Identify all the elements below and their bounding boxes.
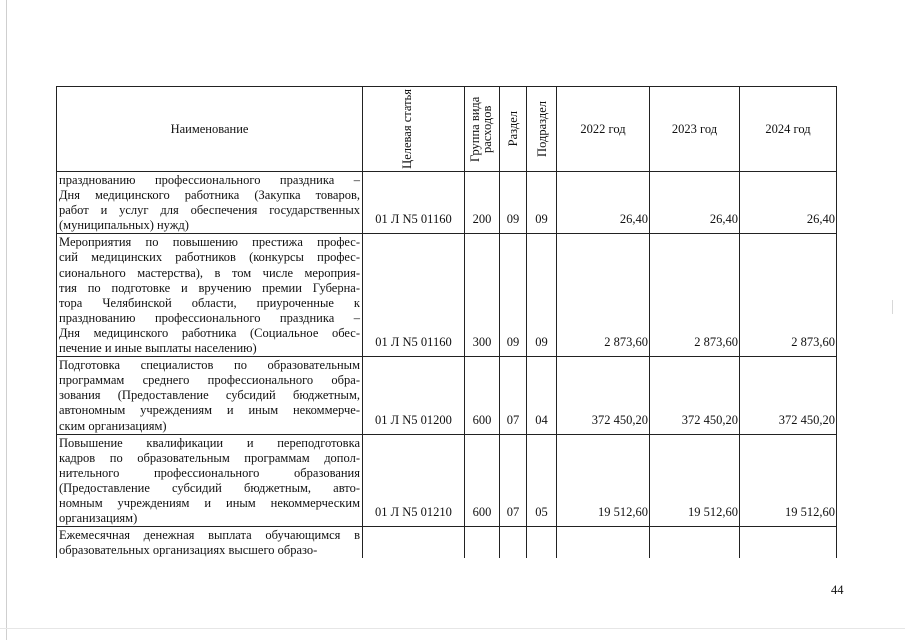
- header-2022: 2022 год: [557, 87, 650, 172]
- cell-y2024: 2 873,60: [740, 234, 837, 357]
- cell-group: 300: [465, 234, 500, 357]
- table-row: [57, 357, 837, 434]
- row-name-line: программам среднего профессионального обра-: [59, 373, 360, 388]
- row-name-line: ским организациям): [59, 418, 167, 433]
- row-name: [57, 434, 363, 527]
- cell-group: 600: [465, 434, 500, 527]
- row-name-line: празднованию профессионального праздника –: [59, 310, 360, 325]
- row-name-line: нительного профессионального образования: [59, 465, 360, 480]
- row-name-line: работ и услуг для обеспечения государственных: [59, 203, 360, 218]
- cell-y2024: [740, 527, 837, 559]
- header-2023: 2023 год: [650, 87, 740, 172]
- cell-section: 07: [500, 357, 527, 434]
- cell-y2022: 26,40: [557, 172, 650, 234]
- cell-y2024: 19 512,60: [740, 434, 837, 527]
- row-name-line: (муниципальных) нужд): [59, 218, 189, 233]
- row-name: [57, 357, 363, 434]
- cell-section: 09: [500, 234, 527, 357]
- row-name-line: Ежемесячная денежная выплата обучающимся в: [59, 528, 360, 543]
- cell-y2023: 372 450,20: [650, 357, 740, 434]
- cell-y2023: 26,40: [650, 172, 740, 234]
- cell-subsection: 09: [527, 172, 557, 234]
- row-name: [57, 527, 363, 559]
- row-name: [57, 234, 363, 357]
- cell-subsection: 05: [527, 434, 557, 527]
- header-target: Целевая статья: [363, 87, 465, 172]
- table-row: [57, 434, 837, 527]
- row-name-line: образовательных организациях высшего образо-: [59, 543, 318, 558]
- cell-group: 200: [465, 172, 500, 234]
- row-name-line: сий медицинских работников (конкурсы профес-: [59, 250, 360, 265]
- row-name-line: номным учреждениям и иным некоммерческим: [59, 495, 360, 510]
- row-name-line: празднованию профессионального праздника –: [59, 173, 360, 187]
- header-subsection: Подраздел: [527, 87, 557, 172]
- cell-target: [363, 527, 465, 559]
- cell-section: 07: [500, 434, 527, 527]
- cell-target: 01 Л N5 01200: [363, 357, 465, 434]
- table-header-row: [57, 87, 837, 172]
- cell-target: 01 Л N5 01160: [363, 172, 465, 234]
- row-name-line: автономным учреждениям и иным некоммерче-: [59, 403, 360, 418]
- cell-y2022: [557, 527, 650, 559]
- row-name-line: Дня медицинского работника (Социальное обес-: [59, 325, 360, 340]
- row-name-line: печение и иные выплаты населению): [59, 341, 257, 356]
- cell-y2022: 372 450,20: [557, 357, 650, 434]
- row-name-line: зования (Предоставление субсидий бюджетным,: [59, 388, 360, 403]
- cell-target: 01 Л N5 01210: [363, 434, 465, 527]
- row-name-line: тия по подготовке и вручению премии Губерна-: [59, 280, 360, 295]
- row-name-line: Повышение квалификации и переподготовка: [59, 435, 360, 450]
- row-name-line: организациям): [59, 511, 138, 526]
- cell-y2022: 2 873,60: [557, 234, 650, 357]
- header-name: Наименование: [57, 87, 363, 172]
- budget-table: [56, 86, 837, 558]
- table-row: [57, 527, 837, 559]
- cell-subsection: [527, 527, 557, 559]
- cell-subsection: 09: [527, 234, 557, 357]
- cell-y2022: 19 512,60: [557, 434, 650, 527]
- cell-target: 01 Л N5 01160: [363, 234, 465, 357]
- cell-y2023: 19 512,60: [650, 434, 740, 527]
- row-name-line: тора Челябинской области, приуроченные к: [59, 295, 360, 310]
- header-group: Группа вида расходов: [465, 87, 500, 172]
- page-edge-left: [6, 0, 7, 640]
- header-2024: 2024 год: [740, 87, 837, 172]
- page-edge-bottom: [0, 628, 905, 629]
- cell-y2023: 2 873,60: [650, 234, 740, 357]
- scan-mark: [892, 300, 893, 314]
- table-row: [57, 172, 837, 234]
- table-row: [57, 234, 837, 357]
- row-name-line: (Предоставление субсидий бюджетным, авто-: [59, 480, 360, 495]
- page-number: 44: [831, 583, 844, 597]
- cell-section: 09: [500, 172, 527, 234]
- cell-y2024: 26,40: [740, 172, 837, 234]
- cell-section: [500, 527, 527, 559]
- cell-group: 600: [465, 357, 500, 434]
- row-name-line: сионального мастерства), в том числе мероприя-: [59, 265, 360, 280]
- row-name-line: Дня медицинского работника (Закупка товаров,: [59, 188, 360, 203]
- row-name-line: кадров по образовательным программам допол-: [59, 450, 360, 465]
- row-name: [57, 172, 363, 234]
- cell-y2024: 372 450,20: [740, 357, 837, 434]
- row-name-line: Подготовка специалистов по образовательным: [59, 358, 360, 373]
- cell-group: [465, 527, 500, 559]
- cell-subsection: 04: [527, 357, 557, 434]
- row-name-line: Мероприятия по повышению престижа профес-: [59, 235, 360, 250]
- header-section: Раздел: [500, 87, 527, 172]
- cell-y2023: [650, 527, 740, 559]
